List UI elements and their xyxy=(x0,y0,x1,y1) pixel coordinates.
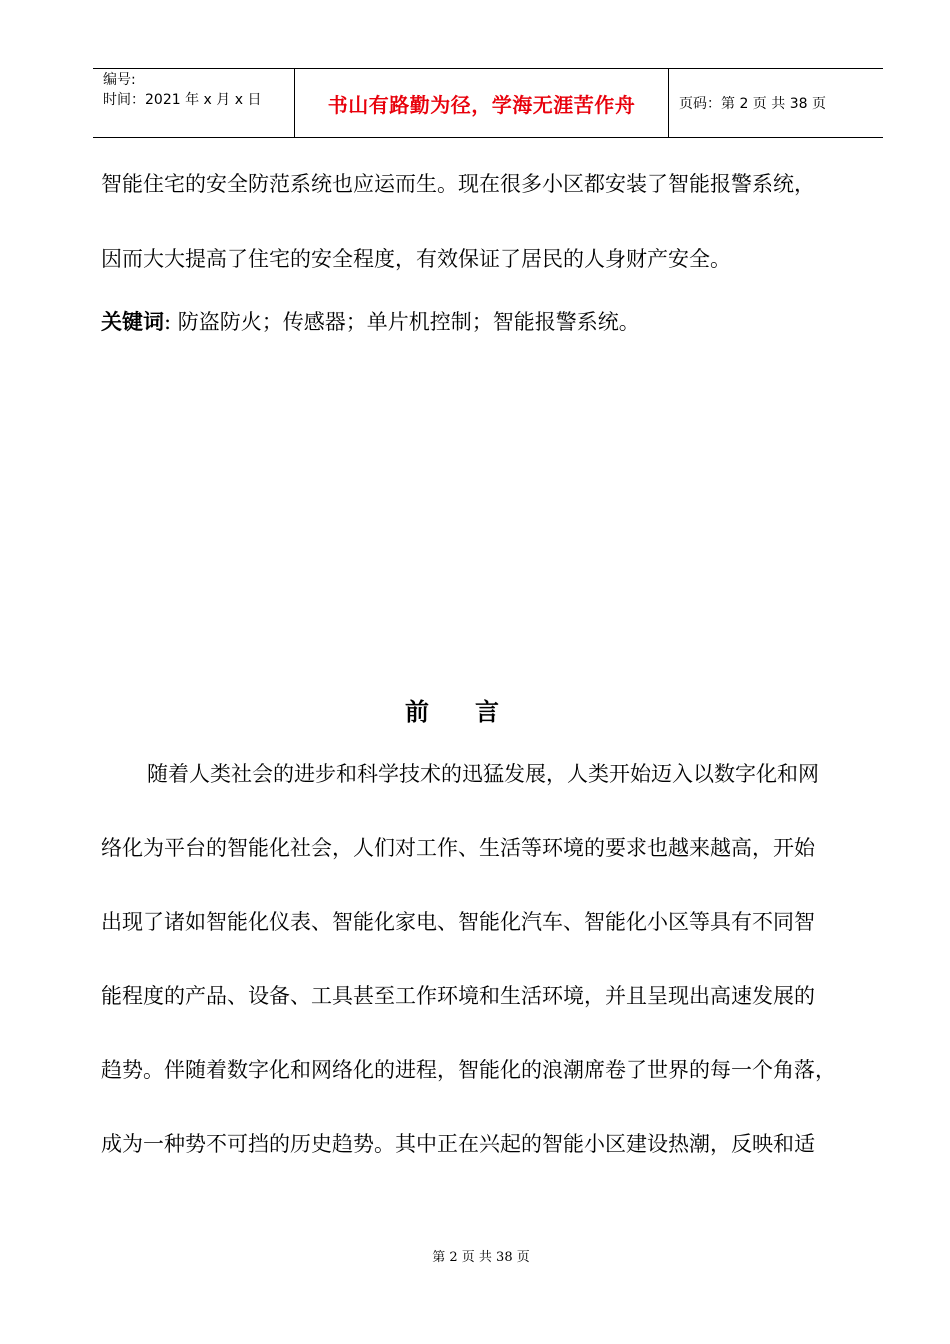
preface-line: 络化为平台的智能化社会，人们对工作、生活等环境的要求也越来越高，开始 xyxy=(101,836,815,860)
abstract-line: 因而大大提高了住宅的安全程度，有效保证了居民的人身财产安全。 xyxy=(101,247,731,271)
header-motto: 书山有路勤为径，学海无涯苦作舟 xyxy=(327,92,636,117)
preface-line: 趋势。伴随着数字化和网络化的进程，智能化的浪潮席卷了世界的每一个角落， xyxy=(101,1058,836,1082)
preface-line: 成为一种势不可挡的历史趋势。其中正在兴起的智能小区建设热潮，反映和适 xyxy=(101,1132,815,1156)
keywords-line xyxy=(101,308,640,336)
header-page-info: 页码：第 2 页 共 38 页 xyxy=(679,96,826,112)
header-motto-cell xyxy=(295,69,669,137)
header-meta-cell xyxy=(93,69,295,137)
preface-line: 随着人类社会的进步和科学技术的迅猛发展，人类开始迈入以数字化和网 xyxy=(147,762,819,786)
time-label: 时间：2021 年 x 月 x 日 xyxy=(103,92,262,108)
header-page-cell xyxy=(669,69,883,137)
page-footer: 第 2 页 共 38 页 xyxy=(432,1250,530,1265)
preface-title: 前言 xyxy=(405,698,545,726)
page-header xyxy=(93,68,883,138)
preface-line: 出现了诸如智能化仪表、智能化家电、智能化汽车、智能化小区等具有不同智 xyxy=(101,910,815,934)
number-label: 编号: xyxy=(103,72,136,88)
abstract-line: 智能住宅的安全防范系统也应运而生。现在很多小区都安装了智能报警系统， xyxy=(101,172,815,196)
keywords-text: : 防盗防火；传感器；单片机控制；智能报警系统。 xyxy=(164,310,640,334)
keywords-label: 关键词 xyxy=(101,310,164,334)
preface-line: 能程度的产品、设备、工具甚至工作环境和生活环境，并且呈现出高速发展的 xyxy=(101,984,815,1008)
